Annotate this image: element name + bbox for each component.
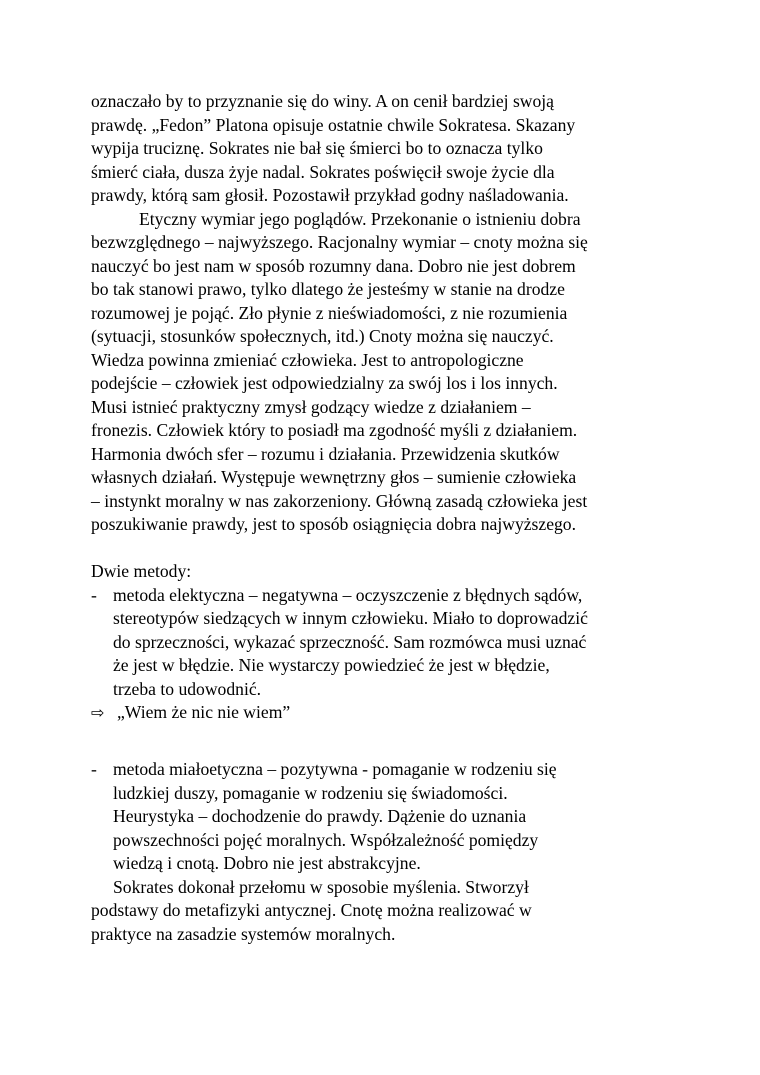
text-line: fronezis. Człowiek który to posiadł ma zgodność myśli z działaniem. (91, 420, 578, 440)
text-line: wypija truciznę. Sokrates nie bał się śmierci bo to oznacza tylko (91, 138, 543, 158)
text-line: nauczyć bo jest nam w sposób rozumny dana. Dobro nie jest dobrem (91, 255, 576, 276)
text-line: że jest w błędzie. Nie wystarczy powiedzieć że jest w błędzie, (113, 655, 550, 675)
method-item-maieutic (91, 758, 691, 876)
text-line: Sokrates dokonał przełomu w sposobie myślenia. Stworzył (113, 876, 529, 897)
text-line: Musi istnieć praktyczny zmysł godzący wiedze z działaniem – (91, 396, 531, 417)
text-line: wiedzą i cnotą. Dobro nie jest abstrakcyjne. (113, 853, 421, 873)
text-line: oznaczało by to przyznanie się do winy. A on cenił bardziej swoją (91, 91, 554, 111)
text-line: Wiedza powinna zmieniać człowieka. Jest to antropologiczne (91, 349, 524, 370)
blank-line (91, 725, 691, 749)
paragraph-sokrates-death (91, 90, 691, 208)
methods-heading: Dwie metody: (91, 561, 192, 581)
arrow-right-icon: ⇨ (91, 703, 105, 722)
text-line: do sprzeczności, wykazać sprzeczność. Sam rozmówca musi uznać (113, 631, 587, 652)
text-line: metoda elektyczna – negatywna – oczyszczenie z błędnych sądów, (113, 584, 583, 605)
blank-line (91, 537, 691, 561)
text-line: – instynkt moralny w nas zakorzeniony. Główną zasadą człowieka jest (91, 490, 588, 511)
bullet-line (91, 584, 691, 608)
text-line: podstawy do metafizyki antycznej. Cnotę można realizować w (91, 900, 532, 920)
text-line: rozumowej je pojąć. Zło płynie z nieświadomości, z nie rozumienia (91, 302, 568, 323)
bullet-line (91, 758, 691, 782)
text-line: metoda miałoetyczna – pozytywna - pomaganie w rodzeniu się (113, 759, 557, 779)
text-line: (sytuacji, stosunków społecznych, itd.) Cnoty można się nauczyć. (91, 326, 554, 346)
quote-text: „Wiem że nic nie wiem” (117, 702, 291, 722)
dash-bullet: - (91, 759, 97, 779)
dash-bullet: - (91, 584, 97, 605)
text-line: podejście – człowiek jest odpowiedzialny za swój los i los innych. (91, 373, 558, 393)
methods-section (91, 560, 691, 876)
text-line: prawdy, którą sam głosił. Pozostawił przykład godny naśladowania. (91, 185, 569, 205)
text-line: prawdę. „Fedon” Platona opisuje ostatnie chwile Sokratesa. Skazany (91, 114, 576, 135)
text-line: praktyce na zasadzie systemów moralnych. (91, 923, 396, 944)
text-line: bezwzględnego – najwyższego. Racjonalny wymiar – cnoty można się (91, 232, 588, 252)
text-line: własnych działań. Występuje wewnętrzny głos – sumienie człowieka (91, 467, 577, 487)
text-line: Heurystyka – dochodzenie do prawdy. Dążenie do uznania (113, 806, 527, 826)
text-line: ludzkiej duszy, pomaganie w rodzeniu się świadomości. (113, 782, 508, 803)
method-item-elenctic (91, 584, 691, 702)
quote-line (91, 701, 691, 725)
paragraph-ethics (91, 208, 691, 537)
document-text (91, 90, 691, 946)
text-line: poszukiwanie prawdy, jest to sposób osiągnięcia dobra najwyższego. (91, 514, 577, 534)
text-line: bo tak stanowi prawo, tylko dlatego że jesteśmy w stanie na drodze (91, 279, 565, 299)
paragraph-conclusion (91, 876, 691, 947)
text-line: Etyczny wymiar jego poglądów. Przekonanie o istnieniu dobra (139, 208, 581, 229)
text-line: stereotypów siedzących w innym człowieku. Miało to doprowadzić (113, 608, 588, 628)
text-line: Harmonia dwóch sfer – rozumu i działania. Przewidzenia skutków (91, 443, 560, 464)
text-line: śmierć ciała, dusza żyje nadal. Sokrates poświęcił swoje życie dla (91, 161, 555, 182)
text-line: powszechności pojęć moralnych. Współzależność pomiędzy (113, 829, 539, 850)
blank-spacer (91, 748, 691, 758)
text-line: trzeba to udowodnić. (113, 678, 262, 699)
